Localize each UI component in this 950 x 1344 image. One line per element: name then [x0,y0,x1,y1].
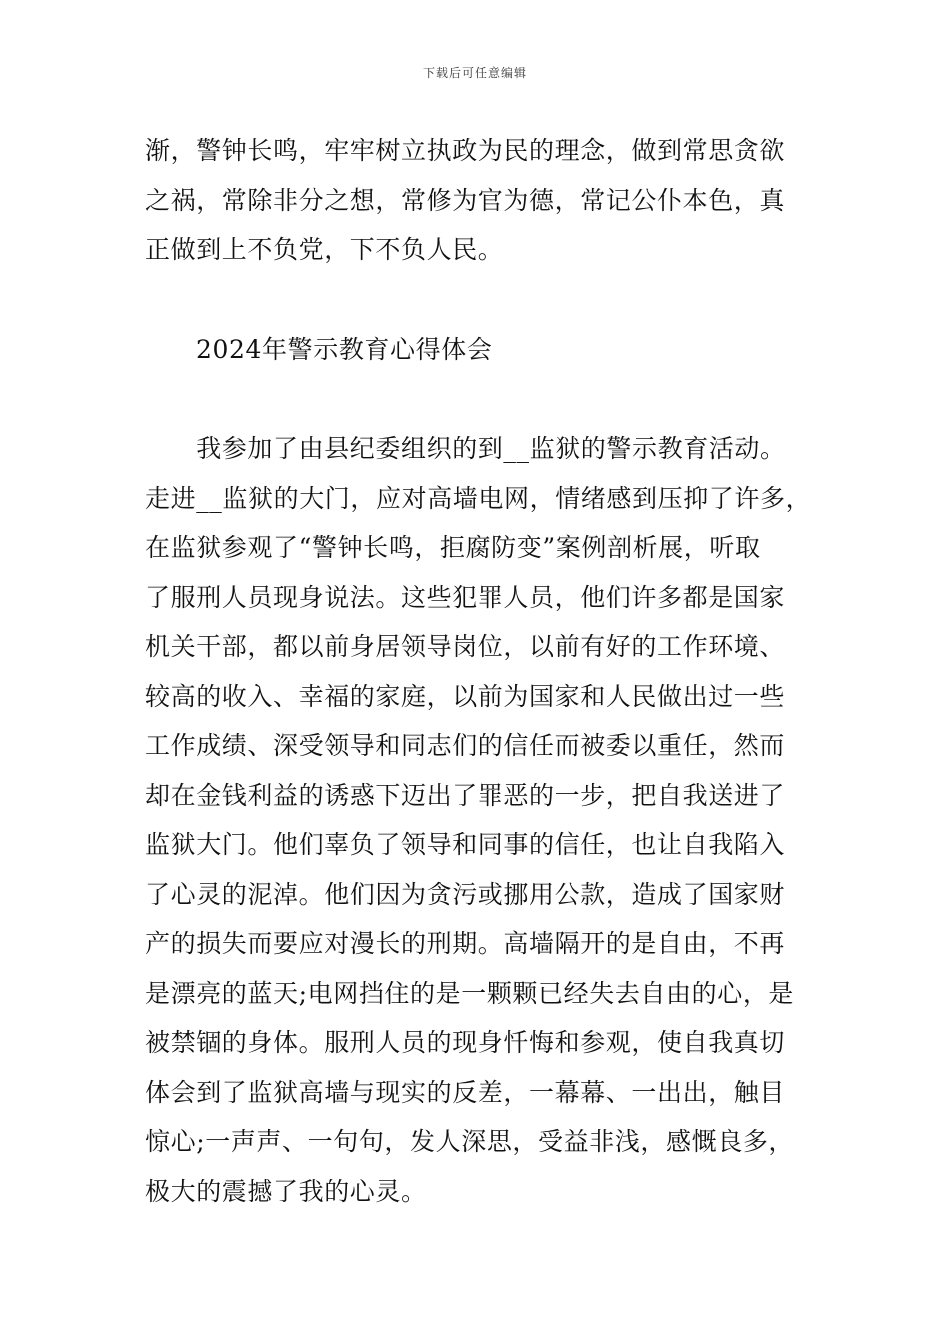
document-body-main [145,424,825,1216]
document-body-top [145,126,825,275]
section-heading: 2024年警示教育心得体会 [196,335,493,364]
paragraph-continuation: 渐，警钟长鸣，牢牢树立执政为民的理念，做到常思贪欲 之祸，常除非分之想，常修为官为德，常记公仆本色，真 正做到上不负党，下不负人民。 [145,136,786,264]
page-header-note: 下载后可任意编辑 [422,66,527,80]
paragraph-main: 我参加了由县纪委组织的到__监狱的警示教育活动。 走进__监狱的大门，应对高墙电网，情绪感到压抑了许多， 在监狱参观了“警钟长鸣，拒腐防变”案例剖析展，听取 了服刑人员现身说法。这些犯罪人员，他们许多都是国家 机关干部，都以前身居领导岗位，以前有好的工作环境、 较高的收入、幸福的家庭，以前为国家和人民做出过一些 工作成绩、深受领导和同志们的信任而被委以重任，然而 却在金钱利益的诱惑下迈出了罪恶的一步，把自我送进了 监狱大门。他们辜负了领导和同事的信任，也让自我陷入 了心灵的泥淖。他们因为贪污或挪用公款，造成了国家财 产的损失而要应对漫长的刑期。高墙隔开的是自由，不再 是漂亮的蓝天;电网挡住的是一颗颗已经失去自由的心，是 被禁锢的身体。服刑人员的现身忏悔和参观，使自我真切 体会到了监狱高墙与现实的反差，一幕幕、一出出，触目 惊心;一声声、一句句，发人深思，受益非浅，感慨良多， 极大的震撼了我的心灵。 [145,434,812,1206]
